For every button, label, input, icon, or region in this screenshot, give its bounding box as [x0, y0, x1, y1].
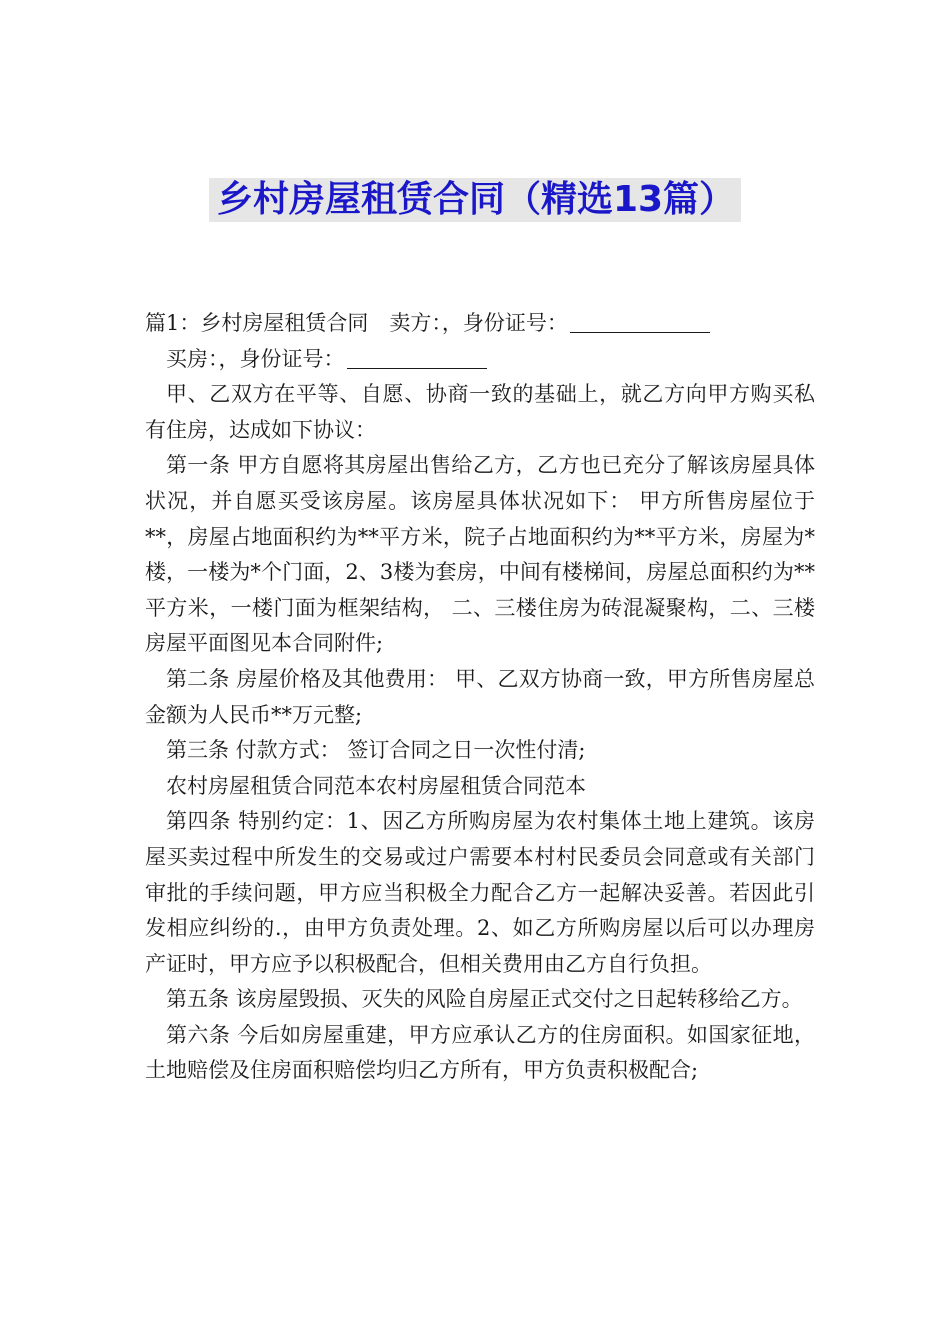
paragraph-template-note: 农村房屋租赁合同范本农村房屋租赁合同范本 [166, 773, 586, 798]
paragraph-article-5: 第五条 该房屋毁损、灭失的风险自房屋正式交付之日起转移给乙方。 [166, 987, 803, 1012]
paragraph-article-2: 第二条 房屋价格及其他费用： 甲、乙双方协商一致，甲方所售房屋总金额为人民币**万元整; [145, 666, 815, 727]
seller-line: 卖方：，身份证号： [389, 311, 568, 335]
paragraph-article-3: 第三条 付款方式： 签订合同之日一次性付清; [166, 738, 586, 763]
paragraph-header-seller [145, 306, 815, 342]
buyer-line: 买房：，身份证号： [166, 346, 345, 371]
paragraph-buyer [145, 342, 815, 378]
paragraph-article-4: 第四条 特别约定：1、因乙方所购房屋为农村集体土地上建筑。该房屋买卖过程中所发生的交易或过户需要本村村民委员会同意或有关部门审批的手续问题，甲方应当积极全力配合乙方一起解决妥善。若因此引发相应纠纷的.，由甲方负责处理。2、如乙方所购房屋以后可以办理房产证时，甲方应予以积极配合，但相关费用由乙方自行负担。 [145, 809, 815, 976]
paragraph-article-6: 第六条 今后如房屋重建，甲方应承认乙方的住房面积。如国家征地，土地赔偿及住房面积赔偿均归乙方所有，甲方负责积极配合; [145, 1022, 815, 1083]
paragraph-article-1: 第一条 甲方自愿将其房屋出售给乙方，乙方也已充分了解该房屋具体状况，并自愿买受该房屋。该房屋具体状况如下： 甲方所售房屋位于**，房屋占地面积约为**平方米，院子占地面积约为**平方米，房屋为*楼，一楼为*个门面，2、3楼为套房，中间有楼梯间，房屋总面积约为**平方米，一楼门面为框架结构， 二、三楼住房为砖混凝聚构，二、三楼房屋平面图见本合同附件; [145, 453, 815, 656]
seller-id-blank [570, 310, 710, 333]
document-title: 乡村房屋租赁合同（精选13篇） [209, 178, 741, 222]
article-lead: 篇1：乡村房屋租赁合同 [145, 311, 369, 335]
buyer-id-blank [347, 346, 487, 369]
paragraph-preamble: 甲、乙双方在平等、自愿、协商一致的基础上，就乙方向甲方购买私有住房，达成如下协议： [145, 382, 815, 442]
title-area [0, 178, 950, 222]
document-body [145, 306, 815, 1089]
